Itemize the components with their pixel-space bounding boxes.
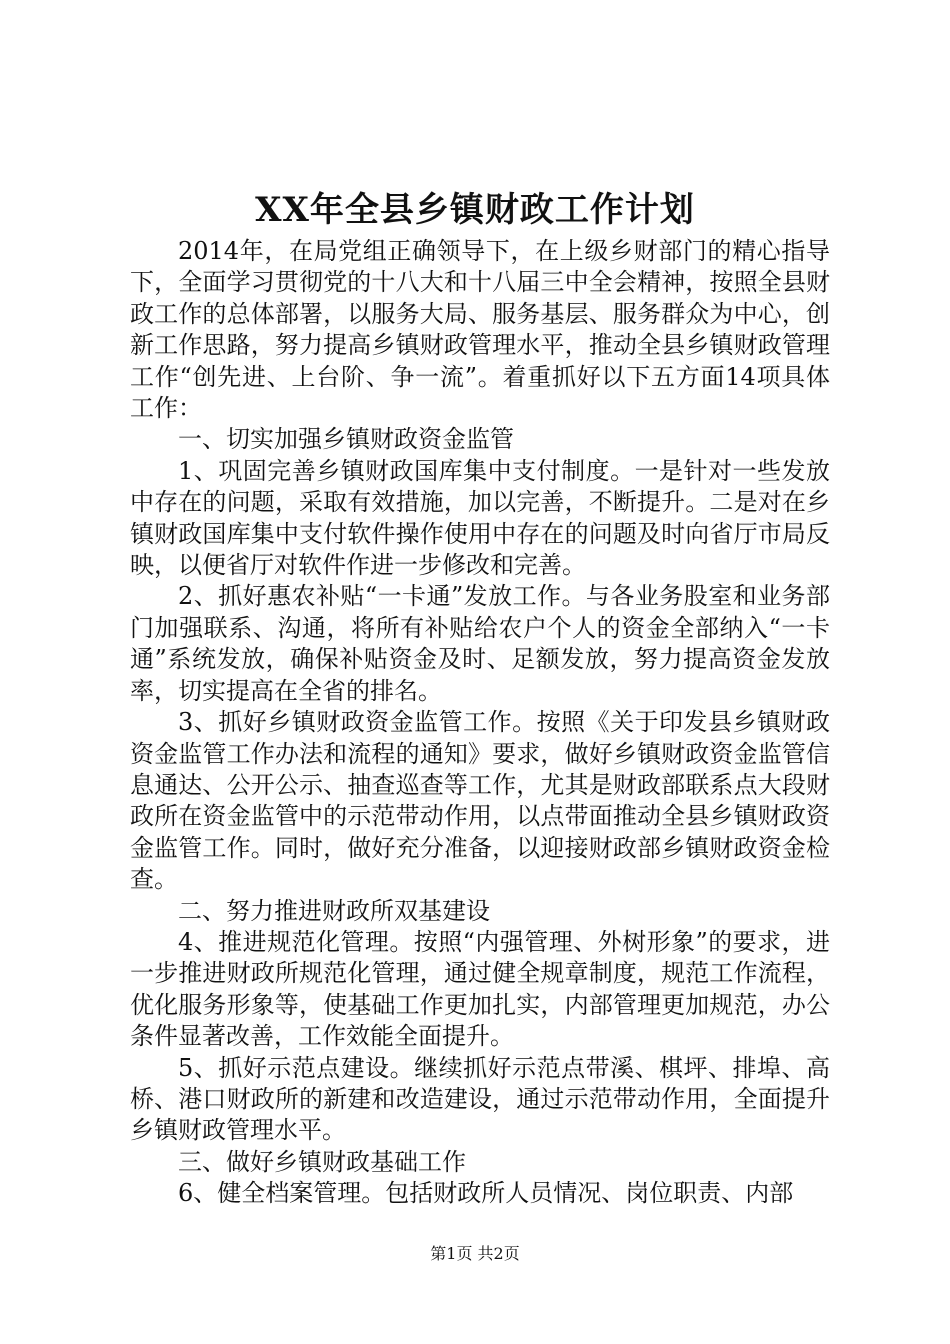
item-paragraph-6: 6、健全档案管理。包括财政所人员情况、岗位职责、内部	[178, 1179, 794, 1208]
intro-paragraph: 2014年，在局党组正确领导下，在上级乡财部门的精心指导下，全面学习贯彻党的十八大和十八届三中全会精神，按照全县财政工作的总体部署，以服务大局、服务基层、服务群众为中心，创新工作思路，努力提高乡镇财政管理水平，推动全县乡镇财政管理工作“创先进、上台阶、争一流”。着重抓好以下五方面14项具体工作：	[130, 237, 830, 423]
item-paragraph-5: 5、抓好示范点建设。继续抓好示范点带溪、棋坪、排埠、高桥、港口财政所的新建和改造建设，通过示范带动作用，全面提升乡镇财政管理水平。	[130, 1053, 830, 1145]
document-title: XX年全县乡镇财政工作计划	[255, 190, 695, 230]
section-heading-1: 一、切实加强乡镇财政资金监管	[178, 425, 514, 454]
page-number: 第1页 共2页	[430, 1244, 520, 1263]
section-heading-2: 二、努力推进财政所双基建设	[178, 896, 490, 925]
document-body	[130, 236, 830, 1210]
item-paragraph-1: 1、巩固完善乡镇财政国库集中支付制度。一是针对一些发放中存在的问题，采取有效措施，加以完善，不断提升。二是对在乡镇财政国库集中支付软件操作使用中存在的问题及时向省厅市局反映，以便省厅对软件作进一步修改和完善。	[130, 456, 830, 580]
item-paragraph-3: 3、抓好乡镇财政资金监管工作。按照《关于印发县乡镇财政资金监管工作办法和流程的通知》要求，做好乡镇财政资金监管信息通达、公开公示、抽查巡查等工作，尤其是财政部联系点大段财政所在资金监管中的示范带动作用，以点带面推动全县乡镇财政资金监管工作。同时，做好充分准备，以迎接财政部乡镇财政资金检查。	[130, 708, 830, 894]
section-heading-3: 三、做好乡镇财政基础工作	[178, 1147, 466, 1176]
item-paragraph-4: 4、推进规范化管理。按照“内强管理、外树形象”的要求，进一步推进财政所规范化管理，通过健全规章制度，规范工作流程，优化服务形象等，使基础工作更加扎实，内部管理更加规范，办公条件显著改善，工作效能全面提升。	[130, 927, 830, 1051]
item-paragraph-2: 2、抓好惠农补贴“一卡通”发放工作。与各业务股室和业务部门加强联系、沟通，将所有补贴给农户个人的资金全部纳入“一卡通”系统发放，确保补贴资金及时、足额发放，努力提高资金发放率，切实提高在全省的排名。	[130, 582, 830, 705]
